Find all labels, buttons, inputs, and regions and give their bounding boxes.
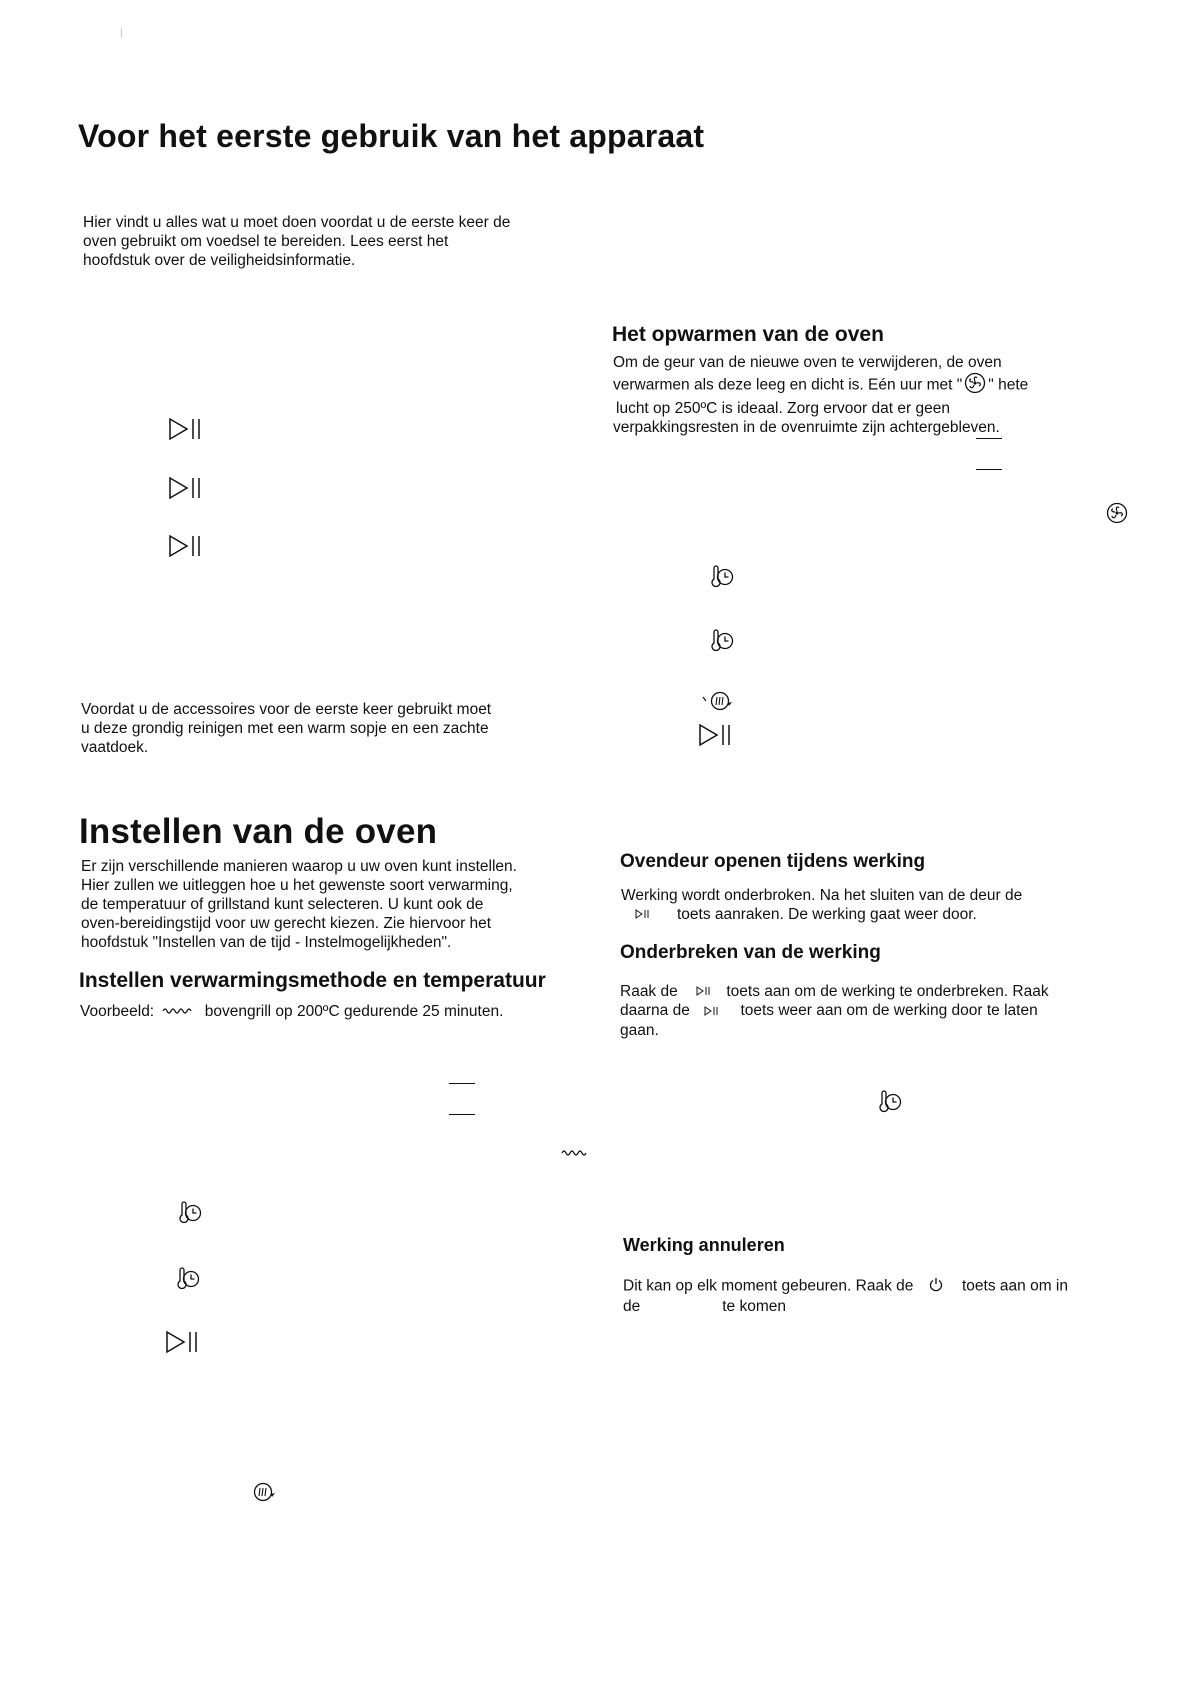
play-pause-icon <box>696 982 710 1001</box>
cancel-text: Dit kan op elk moment gebeuren. Raak de toets aan om in de te komen <box>623 1277 1068 1315</box>
temperature-clock-icon <box>176 1201 204 1225</box>
top-grill-icon <box>561 1148 589 1158</box>
divider <box>976 438 1002 439</box>
pause-heading: Onderbreken van de werking <box>620 942 881 963</box>
divider <box>449 1083 475 1084</box>
temperature-clock-icon <box>876 1090 904 1114</box>
play-pause-icon <box>168 416 202 442</box>
temperature-clock-icon <box>708 565 736 589</box>
example-line: Voorbeeld: bovengrill op 200ºC gedurende 25 minuten. <box>80 1003 504 1020</box>
power-icon <box>928 1276 944 1297</box>
play-pause-icon <box>635 905 649 924</box>
fan-hot-air-icon <box>1106 502 1128 524</box>
divider <box>976 469 1002 470</box>
preheat-heading: Het opwarmen van de oven <box>612 323 884 346</box>
play-pause-icon <box>168 475 202 501</box>
divider <box>449 1114 475 1115</box>
temperature-clock-icon <box>708 629 736 653</box>
settings-title: Instellen van de oven <box>79 812 438 851</box>
method-heading: Instellen verwarmingsmethode en temperatuur <box>79 969 546 992</box>
pause-text: Raak de toets aan om de werking te onderbreken. Raak daarna de toets weer aan om de werking door te laten gaan. <box>620 983 1049 1039</box>
cancel-heading: Werking annuleren <box>623 1235 785 1255</box>
settings-text: Er zijn verschillende manieren waarop u uw oven kunt instellen. Hier zullen we uitleggen hoe u het gewenste soort verwarming, de temperatuur of grillstand kunt selecteren. U kunt ook de oven-bereidingstijd voor uw gerecht kiezen. Zie hiervoor het hoofdstuk "Instellen van de tijd - Instelmogelijkheden". <box>81 858 517 951</box>
rotary-dial-icon <box>701 689 735 713</box>
door-heading: Ovendeur openen tijdens werking <box>620 851 926 872</box>
fan-hot-air-icon <box>964 372 986 399</box>
rotary-dial-icon <box>249 1480 279 1504</box>
play-pause-icon <box>168 533 202 559</box>
intro-text: Hier vindt u alles wat u moet doen voordat u de eerste keer de oven gebruikt om voedsel te bereiden. Lees eerst het hoofdstuk over de veiligheidsinformatie. <box>83 214 511 269</box>
play-pause-icon <box>698 722 732 748</box>
page-title: Voor het eerste gebruik van het apparaat <box>78 118 705 154</box>
accessories-text: Voordat u de accessoires voor de eerste keer gebruikt moet u deze grondig reinigen met een warm sopje en een zachte vaatdoek. <box>81 701 492 756</box>
play-pause-icon <box>704 1002 718 1021</box>
temperature-clock-icon <box>174 1267 202 1291</box>
door-text: Werking wordt onderbroken. Na het sluiten van de deur de toets aanraken. De werking gaat weer door. <box>621 887 1023 923</box>
header-mark: | <box>120 28 123 39</box>
top-grill-icon <box>162 1002 192 1021</box>
play-pause-icon <box>165 1329 199 1355</box>
preheat-text: Om de geur van de nieuwe oven te verwijderen, de oven verwarmen als deze leeg en dicht is. Eén uur met " " hete lucht op 250ºC is ideaal. Zorg ervoor dat er geen verpakkingsresten in de ovenruimte zijn achtergebleven. <box>613 354 1029 436</box>
